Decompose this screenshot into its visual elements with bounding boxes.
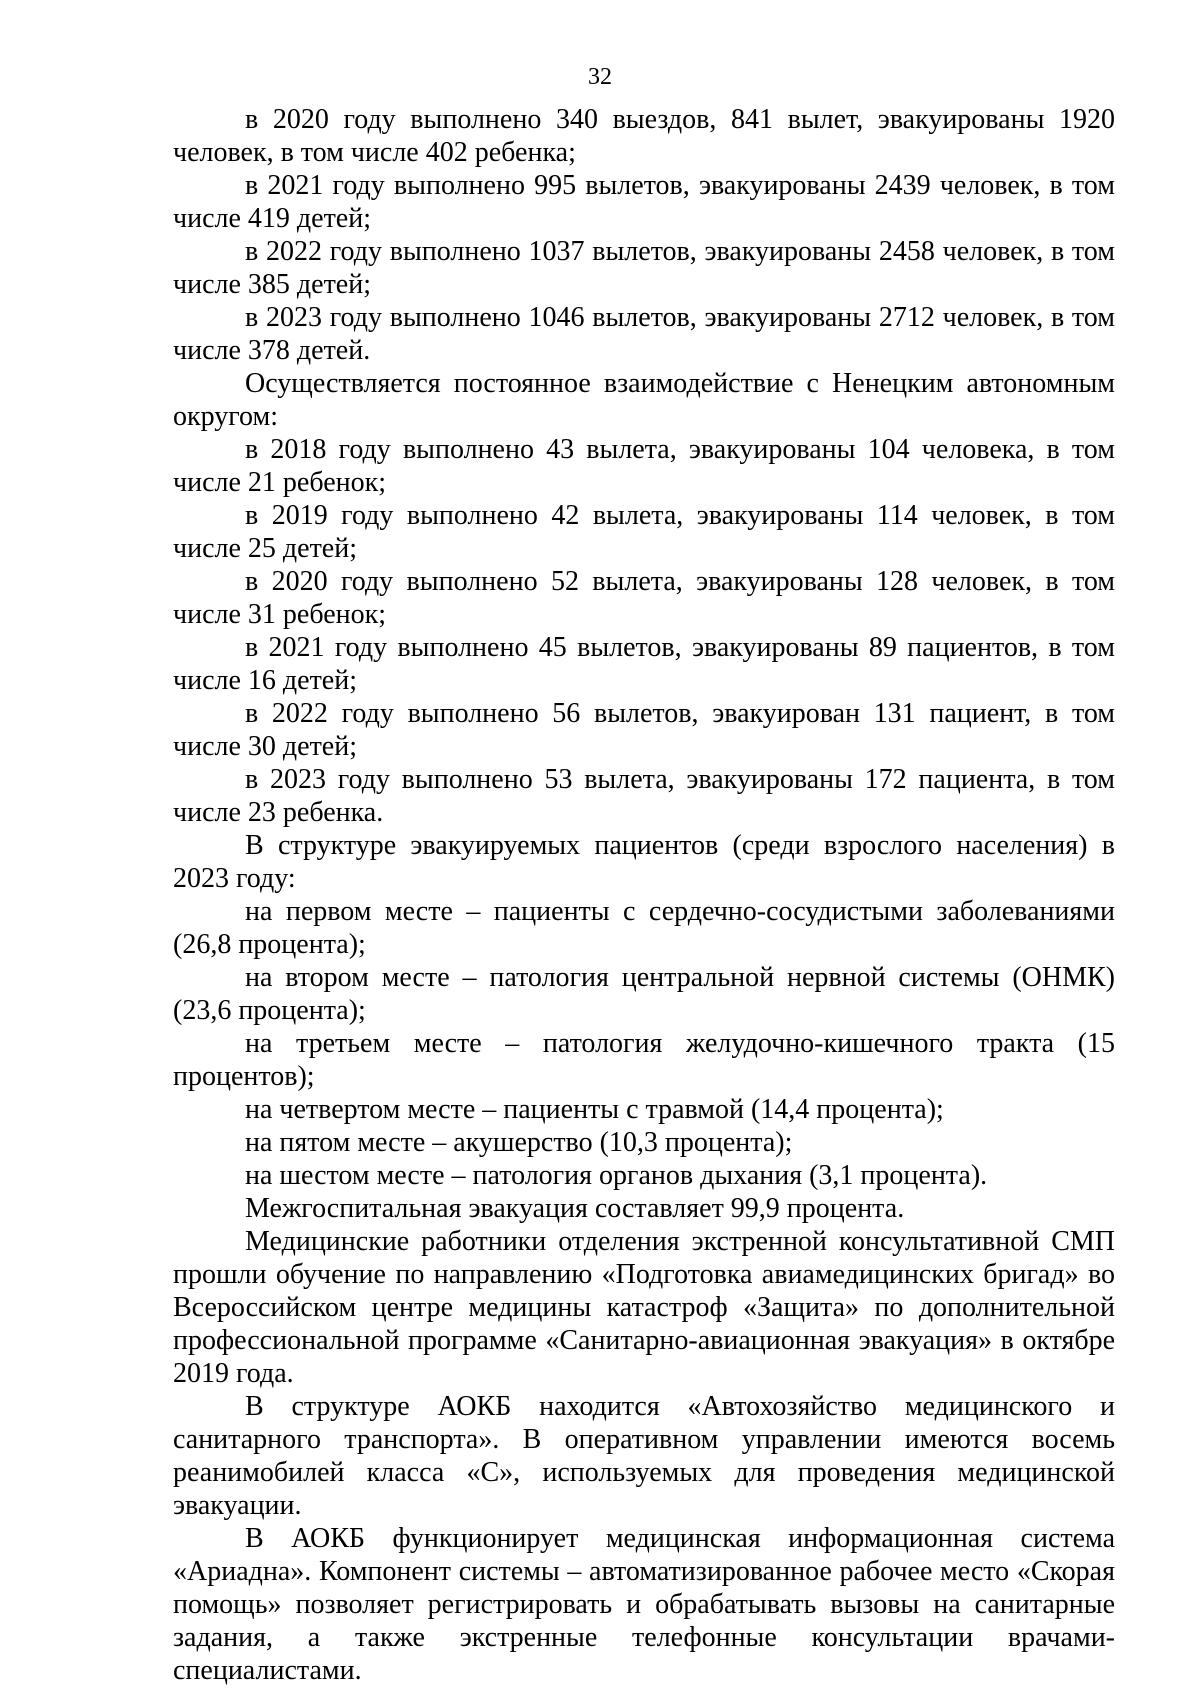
paragraph-nao-2023: в 2023 году выполнено 53 вылета, эвакуированы 172 пациента, в том числе 23 ребенка. (173, 764, 1115, 828)
paragraph-nao-2018: в 2018 году выполнено 43 вылета, эвакуированы 104 человека, в том числе 21 ребенок; (173, 434, 1115, 498)
paragraph-rank-4: на четвертом месте – пациенты с травмой (14,4 процента); (245, 1094, 944, 1125)
paragraph-structure-intro: В структуре эвакуируемых пациентов (среди взрослого населения) в 2023 году: (173, 830, 1115, 894)
paragraph-nao-2022: в 2022 году выполнено 56 вылетов, эвакуирован 131 пациент, в том числе 30 детей; (173, 698, 1115, 762)
paragraph-nao-2020: в 2020 году выполнено 52 вылета, эвакуированы 128 человек, в том числе 31 ребенок; (173, 566, 1115, 630)
paragraph-information-system: В АОКБ функционирует медицинская информационная система «Ариадна». Компонент системы – автоматизированное рабочее место «Скорая помощь» позволяет регистрировать и обрабатывать вызовы на санитарные задания, а также экстренные телефонные консультации врачами-специалистами. (173, 1523, 1115, 1686)
paragraph-rank-1: на первом месте – пациенты с сердечно-сосудистыми заболеваниями (26,8 процента); (173, 896, 1115, 960)
paragraph-transport: В структуре АОКБ находится «Автохозяйство медицинского и санитарного транспорта». В оперативном управлении имеются восемь реанимобилей класса «С», используемых для проведения медицинской эвакуации. (173, 1391, 1115, 1521)
paragraph-training: Медицинские работники отделения экстренной консультативной СМП прошли обучение по направлению «Подготовка авиамедицинских бригад» во Всероссийском центре медицины катастроф «Защита» по дополнительной профессиональной программе «Санитарно-авиационная эвакуация» в октябре 2019 года. (173, 1226, 1115, 1389)
paragraph-rank-3: на третьем месте – патология желудочно-кишечного тракта (15 процентов); (173, 1028, 1115, 1092)
paragraph-nenets-cooperation: Осуществляется постоянное взаимодействие с Ненецким автономным округом: (173, 368, 1115, 432)
paragraph-2020-flights: в 2020 году выполнено 340 выездов, 841 вылет, эвакуированы 1920 человек, в том числе 402 ребенка; (173, 104, 1115, 168)
document-body (173, 103, 1115, 1687)
paragraph-2022-flights: в 2022 году выполнено 1037 вылетов, эвакуированы 2458 человек, в том числе 385 детей; (173, 236, 1115, 300)
paragraph-2021-flights: в 2021 году выполнено 995 вылетов, эвакуированы 2439 человек, в том числе 419 детей; (173, 170, 1115, 234)
paragraph-rank-5: на пятом месте – акушерство (10,3 процента); (245, 1127, 793, 1158)
paragraph-nao-2019: в 2019 году выполнено 42 вылета, эвакуированы 114 человек, в том числе 25 детей; (173, 500, 1115, 564)
paragraph-2023-flights: в 2023 году выполнено 1046 вылетов, эвакуированы 2712 человек, в том числе 378 детей. (173, 302, 1115, 366)
paragraph-interhospital: Межгоспитальная эвакуация составляет 99,9 процента. (245, 1193, 905, 1224)
paragraph-rank-2: на втором месте – патология центральной нервной системы (ОНМК) (23,6 процента); (173, 962, 1115, 1026)
paragraph-rank-6: на шестом месте – патология органов дыхания (3,1 процента). (245, 1160, 988, 1191)
page-number: 32 (588, 64, 612, 90)
paragraph-nao-2021: в 2021 году выполнено 45 вылетов, эвакуированы 89 пациентов, в том числе 16 детей; (173, 632, 1115, 696)
